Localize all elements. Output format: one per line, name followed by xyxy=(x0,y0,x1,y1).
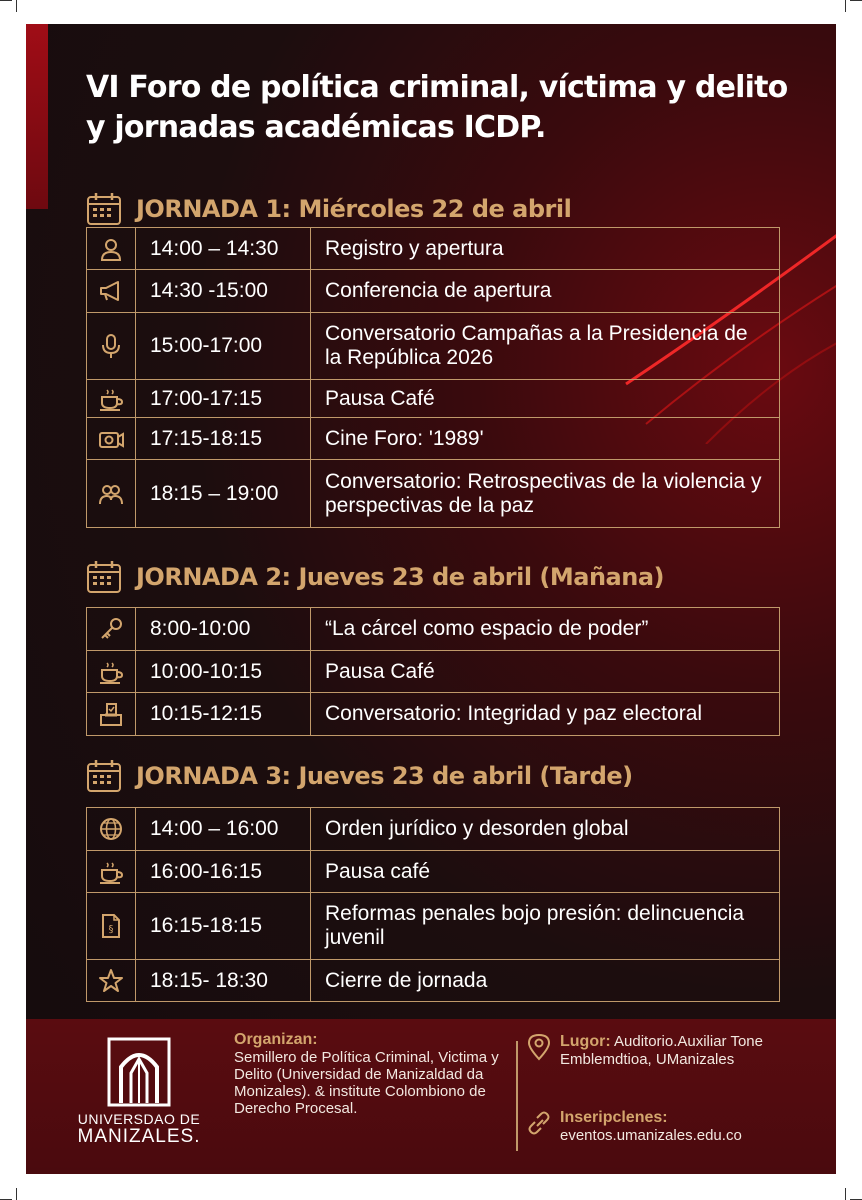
table-row xyxy=(87,808,780,851)
link-icon xyxy=(526,1109,552,1137)
accent-bar xyxy=(26,24,48,209)
calendar-icon xyxy=(86,759,122,793)
activity-cell: Conversatorio Campañas a la Presidencia de la República 2026 xyxy=(311,313,780,380)
time-cell: 10:15-12:15 xyxy=(136,693,311,736)
camera-icon xyxy=(98,426,124,452)
footer xyxy=(26,1019,836,1174)
table-row xyxy=(87,380,780,418)
activity-cell: Conversatorio: Retrospectivas de la violencia y perspectivas de la paz xyxy=(311,460,780,528)
table-row xyxy=(87,608,780,651)
time-cell: 16:15-18:15 xyxy=(136,893,311,960)
organizers-label: Organizan: xyxy=(234,1031,318,1048)
star-icon xyxy=(98,968,124,994)
day-1-title: JORNADA 1: Miércoles 22 de abril xyxy=(136,195,572,223)
table-row xyxy=(87,851,780,893)
day-1-header xyxy=(86,192,571,226)
table-row xyxy=(87,960,780,1002)
table-row xyxy=(87,460,780,528)
logo-line-1: UNIVERSDAO DE xyxy=(77,1111,201,1127)
registration-block xyxy=(526,1109,816,1144)
activity-cell: “La cárcel como espacio de poder” xyxy=(311,608,780,651)
logo-line-2: MANIZALES. xyxy=(77,1126,201,1147)
location-text-block xyxy=(560,1033,816,1068)
activity-cell: Pausa Café xyxy=(311,651,780,693)
location-text: Auditorio.Auxiliar Tone Emblemdtioa, UManizales xyxy=(560,1033,763,1068)
location-label: Lugor: xyxy=(560,1033,611,1050)
activity-cell: Reformas penales bojo presión: delincuencia juvenil xyxy=(311,893,780,960)
coffee-icon xyxy=(98,859,124,885)
table-row xyxy=(87,418,780,460)
time-cell: 18:15- 18:30 xyxy=(136,960,311,1002)
registration-label: Inseripclenes: xyxy=(560,1109,668,1126)
activity-cell: Registro y apertura xyxy=(311,228,780,270)
activity-cell: Conversatorio: Integridad y paz electoral xyxy=(311,693,780,736)
activity-cell: Orden jurídico y desorden global xyxy=(311,808,780,851)
time-cell: 17:00-17:15 xyxy=(136,380,311,418)
time-cell: 15:00-17:00 xyxy=(136,313,311,380)
day-2-title: JORNADA 2: Jueves 23 de abril (Mañana) xyxy=(136,563,664,591)
activity-cell: Conferencia de apertura xyxy=(311,270,780,313)
activity-cell: Cine Foro: '1989' xyxy=(311,418,780,460)
activity-cell: Pausa Café xyxy=(311,380,780,418)
registration-text-block xyxy=(560,1109,742,1144)
organizers-text: Semillero de Política Criminal, Victima y Delito (Universidad de Manizaldad da Monizales). & institute Colombiono de Derecho Procesal. xyxy=(234,1049,499,1117)
key-icon xyxy=(98,616,124,642)
time-cell: 18:15 – 19:00 xyxy=(136,460,311,528)
location-pin-icon xyxy=(526,1033,552,1061)
document-icon xyxy=(98,913,124,939)
day-1-schedule xyxy=(86,227,780,528)
time-cell: 8:00-10:00 xyxy=(136,608,311,651)
table-row xyxy=(87,270,780,313)
time-cell: 14:00 – 14:30 xyxy=(136,228,311,270)
day-3-header xyxy=(86,759,633,793)
event-poster xyxy=(26,24,836,1174)
megaphone-icon xyxy=(98,278,124,304)
coffee-icon xyxy=(98,386,124,412)
svg-text:§: § xyxy=(108,924,114,935)
time-cell: 16:00-16:15 xyxy=(136,851,311,893)
university-logo-icon xyxy=(107,1037,171,1107)
registration-url[interactable]: eventos.umanizales.edu.co xyxy=(560,1127,742,1144)
day-2-schedule xyxy=(86,607,780,736)
microphone-icon xyxy=(98,333,124,359)
table-row xyxy=(87,228,780,270)
calendar-icon xyxy=(86,560,122,594)
time-cell: 14:30 -15:00 xyxy=(136,270,311,313)
time-cell: 17:15-18:15 xyxy=(136,418,311,460)
university-logo xyxy=(64,1037,214,1147)
organizers-block xyxy=(234,1031,504,1117)
day-2-header xyxy=(86,560,664,594)
day-3-schedule xyxy=(86,807,780,1002)
divider xyxy=(516,1041,518,1151)
globe-icon xyxy=(98,816,124,842)
time-cell: 14:00 – 16:00 xyxy=(136,808,311,851)
day-3-title: JORNADA 3: Jueves 23 de abril (Tarde) xyxy=(136,762,633,790)
person-icon xyxy=(98,236,124,262)
time-cell: 10:00-10:15 xyxy=(136,651,311,693)
table-row xyxy=(87,893,780,960)
ballot-box-icon xyxy=(98,701,124,727)
people-icon xyxy=(98,481,124,507)
coffee-icon xyxy=(98,659,124,685)
calendar-icon xyxy=(86,192,122,226)
location-block xyxy=(526,1033,816,1068)
poster-title: VI Foro de política criminal, víctima y delito y jornadas académicas ICDP. xyxy=(86,70,788,145)
table-row xyxy=(87,313,780,380)
activity-cell: Cierre de jornada xyxy=(311,960,780,1002)
table-row xyxy=(87,693,780,736)
activity-cell: Pausa café xyxy=(311,851,780,893)
table-row xyxy=(87,651,780,693)
